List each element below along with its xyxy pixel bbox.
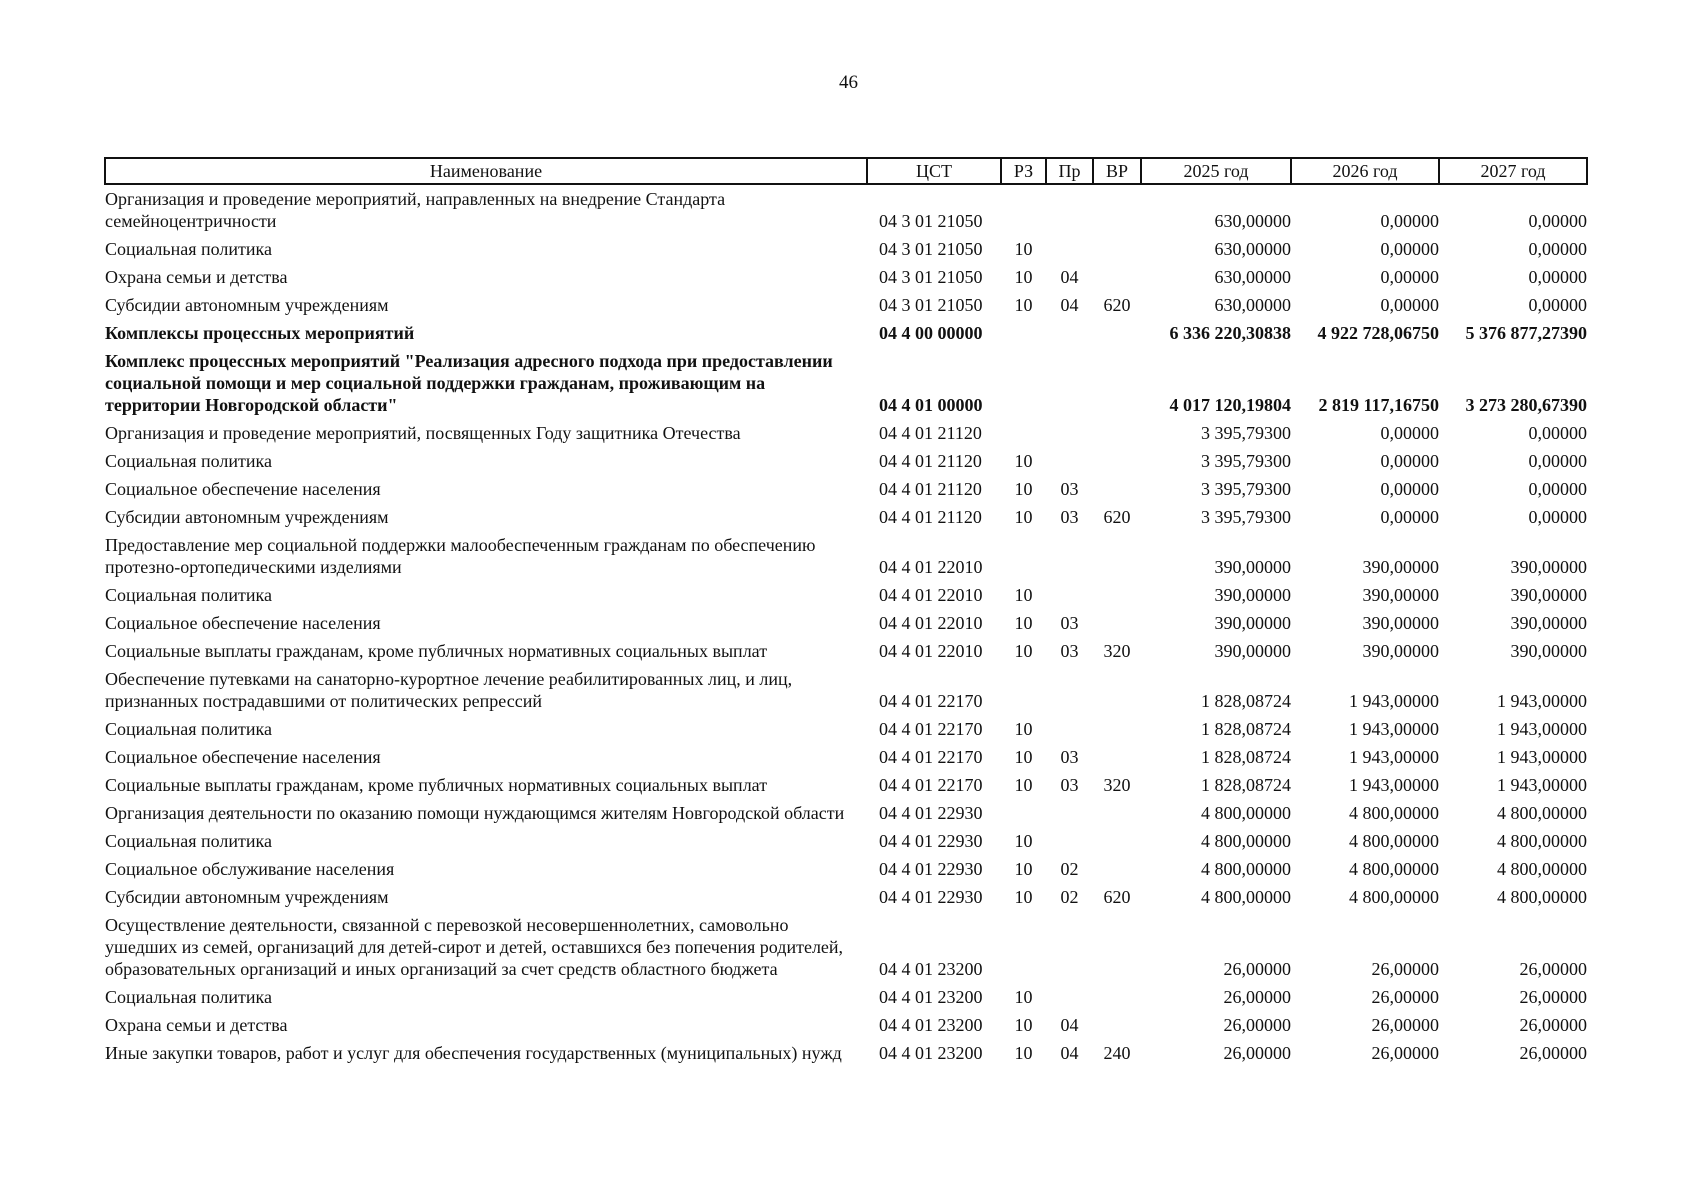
header-rz: РЗ: [1001, 158, 1046, 184]
table-row: [105, 235, 1587, 263]
row-pr-cell: 02: [1060, 887, 1079, 907]
table-row: [105, 347, 1587, 419]
row-cst-cell: 04 3 01 21050: [879, 239, 983, 259]
row-2025-cell: 630,00000: [1214, 211, 1291, 231]
header-2026: 2026 год: [1291, 158, 1439, 184]
row-2027-cell: 0,00000: [1528, 507, 1587, 527]
row-name-cell: Обеспечение путевками на санаторно-курортное лечение реабилитированных лиц, и лиц, признанных пострадавшими от политических репрессий: [105, 669, 793, 711]
row-name-cell: Комплекс процессных мероприятий "Реализация адресного подхода при предоставлении социальной помощи и мер социальной поддержки гражданам, проживающим на территории Новгородской области": [105, 351, 833, 415]
row-2027-cell: 4 800,00000: [1497, 803, 1587, 823]
row-vr-cell: 620: [1103, 507, 1131, 527]
row-2026-cell: 0,00000: [1380, 451, 1439, 471]
row-2026-cell: 0,00000: [1380, 267, 1439, 287]
row-cst-cell: 04 4 01 22010: [879, 557, 983, 577]
row-2025-cell: 390,00000: [1214, 557, 1291, 577]
table-row: [105, 581, 1587, 609]
header-vr: ВР: [1093, 158, 1141, 184]
row-2025-cell: 3 395,79300: [1201, 423, 1291, 443]
table-row: [105, 263, 1587, 291]
row-vr-cell: 240: [1103, 1043, 1131, 1063]
row-cst-cell: 04 4 01 22010: [879, 585, 983, 605]
row-pr-cell: [1046, 347, 1093, 419]
row-rz-cell: 10: [1014, 239, 1033, 259]
row-vr-cell: [1093, 827, 1141, 855]
row-2025-cell: 630,00000: [1214, 239, 1291, 259]
row-cst-cell: 04 4 00 00000: [879, 323, 983, 343]
page-number: 46: [839, 72, 858, 93]
row-2025-cell: 26,00000: [1223, 959, 1291, 979]
row-rz-cell: 10: [1014, 987, 1033, 1007]
row-2025-cell: 3 395,79300: [1201, 507, 1291, 527]
row-rz-cell: [1001, 911, 1046, 983]
row-name-cell: Социальная политика: [105, 451, 272, 471]
row-2026-cell: 4 800,00000: [1349, 831, 1439, 851]
row-name-cell: Социальные выплаты гражданам, кроме публичных нормативных социальных выплат: [105, 641, 768, 661]
row-name-cell: Организация деятельности по оказанию помощи нуждающимся жителям Новгородской области: [105, 803, 845, 823]
row-2026-cell: 390,00000: [1362, 641, 1439, 661]
row-pr-cell: 04: [1060, 295, 1079, 315]
row-2025-cell: 4 800,00000: [1201, 859, 1291, 879]
row-pr-cell: [1046, 184, 1093, 235]
row-vr-cell: [1093, 799, 1141, 827]
row-2027-cell: 0,00000: [1528, 267, 1587, 287]
row-2025-cell: 390,00000: [1214, 641, 1291, 661]
table-row: [105, 983, 1587, 1011]
row-pr-cell: [1046, 319, 1093, 347]
row-2026-cell: 1 943,00000: [1349, 691, 1439, 711]
row-rz-cell: 10: [1014, 1015, 1033, 1035]
row-name-cell: Социальное обеспечение населения: [105, 479, 381, 499]
row-2027-cell: 26,00000: [1519, 959, 1587, 979]
row-vr-cell: 320: [1103, 775, 1131, 795]
header-2025: 2025 год: [1141, 158, 1291, 184]
row-2025-cell: 1 828,08724: [1201, 719, 1291, 739]
header-2027: 2027 год: [1439, 158, 1587, 184]
table-row: [105, 503, 1587, 531]
row-cst-cell: 04 4 01 22170: [879, 775, 983, 795]
row-cst-cell: 04 4 01 23200: [879, 1043, 983, 1063]
row-pr-cell: 03: [1060, 479, 1079, 499]
row-rz-cell: [1001, 347, 1046, 419]
row-rz-cell: 10: [1014, 887, 1033, 907]
table-row: [105, 743, 1587, 771]
row-pr-cell: [1046, 911, 1093, 983]
row-rz-cell: [1001, 319, 1046, 347]
row-cst-cell: 04 4 01 22930: [879, 803, 983, 823]
row-vr-cell: [1093, 1011, 1141, 1039]
row-2026-cell: 26,00000: [1371, 1015, 1439, 1035]
table-row: [105, 827, 1587, 855]
table-row: [105, 1011, 1587, 1039]
row-pr-cell: [1046, 235, 1093, 263]
row-rz-cell: [1001, 665, 1046, 715]
row-cst-cell: 04 4 01 22010: [879, 613, 983, 633]
row-name-cell: Субсидии автономным учреждениям: [105, 295, 389, 315]
row-pr-cell: [1046, 827, 1093, 855]
row-vr-cell: [1093, 235, 1141, 263]
row-pr-cell: [1046, 419, 1093, 447]
table-row: [105, 883, 1587, 911]
row-vr-cell: [1093, 347, 1141, 419]
row-2025-cell: 4 017 120,19804: [1169, 395, 1291, 415]
row-cst-cell: 04 4 01 21120: [879, 451, 982, 471]
row-name-cell: Осуществление деятельности, связанной с перевозкой несовершеннолетних, самовольно ушедших из семей, организаций для детей-сирот и детей, оставшихся без попечения родителей, образовательных организаций и иных организаций за счет средств областного бюджета: [105, 915, 844, 979]
table-row: [105, 419, 1587, 447]
table-row: [105, 291, 1587, 319]
row-vr-cell: [1093, 911, 1141, 983]
row-cst-cell: 04 4 01 22930: [879, 831, 983, 851]
row-cst-cell: 04 4 01 22170: [879, 691, 983, 711]
table-row: [105, 475, 1587, 503]
row-vr-cell: 320: [1103, 641, 1131, 661]
row-2026-cell: 0,00000: [1380, 507, 1439, 527]
row-name-cell: Охрана семьи и детства: [105, 1015, 288, 1035]
table-row: [105, 319, 1587, 347]
row-rz-cell: 10: [1014, 295, 1033, 315]
row-rz-cell: 10: [1014, 507, 1033, 527]
row-pr-cell: [1046, 531, 1093, 581]
row-cst-cell: 04 4 01 23200: [879, 987, 983, 1007]
row-vr-cell: [1093, 715, 1141, 743]
row-2025-cell: 26,00000: [1223, 1015, 1291, 1035]
row-rz-cell: [1001, 184, 1046, 235]
table-row: [105, 799, 1587, 827]
row-2025-cell: 1 828,08724: [1201, 691, 1291, 711]
table-row: [105, 1039, 1587, 1067]
row-pr-cell: [1046, 581, 1093, 609]
row-cst-cell: 04 4 01 22010: [879, 641, 983, 661]
row-2025-cell: 1 828,08724: [1201, 775, 1291, 795]
row-2027-cell: 4 800,00000: [1497, 831, 1587, 851]
row-vr-cell: [1093, 531, 1141, 581]
budget-table: [104, 157, 1588, 1067]
row-vr-cell: [1093, 184, 1141, 235]
row-2026-cell: 1 943,00000: [1349, 747, 1439, 767]
row-2026-cell: 0,00000: [1380, 423, 1439, 443]
row-2025-cell: 4 800,00000: [1201, 831, 1291, 851]
row-pr-cell: 04: [1060, 1015, 1079, 1035]
row-2027-cell: 26,00000: [1519, 1043, 1587, 1063]
row-2027-cell: 26,00000: [1519, 987, 1587, 1007]
row-vr-cell: [1093, 665, 1141, 715]
row-name-cell: Охрана семьи и детства: [105, 267, 288, 287]
row-pr-cell: 03: [1060, 507, 1079, 527]
row-2026-cell: 0,00000: [1380, 211, 1439, 231]
row-pr-cell: 03: [1060, 775, 1079, 795]
row-vr-cell: [1093, 263, 1141, 291]
row-cst-cell: 04 4 01 23200: [879, 959, 983, 979]
row-2025-cell: 4 800,00000: [1201, 887, 1291, 907]
row-rz-cell: 10: [1014, 1043, 1033, 1063]
row-rz-cell: 10: [1014, 859, 1033, 879]
row-2027-cell: 5 376 877,27390: [1465, 323, 1587, 343]
row-rz-cell: 10: [1014, 451, 1033, 471]
row-2026-cell: 2 819 117,16750: [1318, 395, 1439, 415]
row-2025-cell: 26,00000: [1223, 987, 1291, 1007]
row-name-cell: Социальная политика: [105, 987, 272, 1007]
row-vr-cell: [1093, 447, 1141, 475]
row-2025-cell: 3 395,79300: [1201, 451, 1291, 471]
row-rz-cell: [1001, 799, 1046, 827]
row-name-cell: Организация и проведение мероприятий, посвященных Году защитника Отечества: [105, 423, 741, 443]
row-2026-cell: 4 800,00000: [1349, 859, 1439, 879]
row-pr-cell: [1046, 665, 1093, 715]
row-2027-cell: 1 943,00000: [1497, 747, 1587, 767]
row-2026-cell: 390,00000: [1362, 585, 1439, 605]
row-name-cell: Социальное обеспечение населения: [105, 747, 381, 767]
row-2025-cell: 390,00000: [1214, 585, 1291, 605]
row-rz-cell: 10: [1014, 479, 1033, 499]
row-rz-cell: 10: [1014, 641, 1033, 661]
row-2027-cell: 390,00000: [1510, 613, 1587, 633]
row-rz-cell: 10: [1014, 267, 1033, 287]
row-2027-cell: 390,00000: [1510, 557, 1587, 577]
row-2025-cell: 6 336 220,30838: [1169, 323, 1291, 343]
row-2026-cell: 4 800,00000: [1349, 887, 1439, 907]
row-2025-cell: 630,00000: [1214, 267, 1291, 287]
row-rz-cell: [1001, 419, 1046, 447]
row-2027-cell: 1 943,00000: [1497, 691, 1587, 711]
row-cst-cell: 04 4 01 21120: [879, 423, 982, 443]
table-row: [105, 771, 1587, 799]
table-row: [105, 637, 1587, 665]
row-2026-cell: 390,00000: [1362, 613, 1439, 633]
row-2026-cell: 26,00000: [1371, 959, 1439, 979]
row-vr-cell: [1093, 581, 1141, 609]
row-vr-cell: [1093, 319, 1141, 347]
row-rz-cell: [1001, 531, 1046, 581]
row-2027-cell: 0,00000: [1528, 295, 1587, 315]
row-cst-cell: 04 4 01 22170: [879, 719, 983, 739]
row-2027-cell: 390,00000: [1510, 641, 1587, 661]
row-name-cell: Социальная политика: [105, 831, 272, 851]
row-name-cell: Организация и проведение мероприятий, направленных на внедрение Стандарта семейноцентричности: [105, 189, 726, 231]
row-2025-cell: 1 828,08724: [1201, 747, 1291, 767]
row-cst-cell: 04 4 01 22930: [879, 859, 983, 879]
row-cst-cell: 04 3 01 21050: [879, 267, 983, 287]
row-name-cell: Предоставление мер социальной поддержки малообеспеченным гражданам по обеспечению протезно-ортопедическими изделиями: [105, 535, 816, 577]
row-name-cell: Субсидии автономным учреждениям: [105, 887, 389, 907]
table-row: [105, 609, 1587, 637]
row-rz-cell: 10: [1014, 831, 1033, 851]
row-pr-cell: [1046, 983, 1093, 1011]
row-2027-cell: 0,00000: [1528, 479, 1587, 499]
row-2026-cell: 26,00000: [1371, 1043, 1439, 1063]
table-row: [105, 911, 1587, 983]
row-cst-cell: 04 4 01 21120: [879, 479, 982, 499]
row-2026-cell: 1 943,00000: [1349, 719, 1439, 739]
row-cst-cell: 04 4 01 00000: [879, 395, 983, 415]
row-2026-cell: 0,00000: [1380, 239, 1439, 259]
row-2025-cell: 4 800,00000: [1201, 803, 1291, 823]
row-cst-cell: 04 4 01 23200: [879, 1015, 983, 1035]
row-vr-cell: [1093, 475, 1141, 503]
row-2025-cell: 390,00000: [1214, 613, 1291, 633]
row-2027-cell: 0,00000: [1528, 451, 1587, 471]
table-row: [105, 715, 1587, 743]
row-rz-cell: 10: [1014, 585, 1033, 605]
row-2025-cell: 3 395,79300: [1201, 479, 1291, 499]
row-rz-cell: 10: [1014, 775, 1033, 795]
row-name-cell: Социальное обеспечение населения: [105, 613, 381, 633]
row-name-cell: Комплексы процессных мероприятий: [105, 323, 415, 343]
row-rz-cell: 10: [1014, 747, 1033, 767]
row-2027-cell: 4 800,00000: [1497, 859, 1587, 879]
row-name-cell: Социальная политика: [105, 239, 272, 259]
row-vr-cell: [1093, 983, 1141, 1011]
row-2026-cell: 4 800,00000: [1349, 803, 1439, 823]
header-name: Наименование: [105, 158, 867, 184]
table-header: [105, 158, 1587, 184]
row-2026-cell: 1 943,00000: [1349, 775, 1439, 795]
row-2027-cell: 1 943,00000: [1497, 775, 1587, 795]
row-vr-cell: [1093, 419, 1141, 447]
header-row: [105, 158, 1587, 184]
row-cst-cell: 04 3 01 21050: [879, 295, 983, 315]
row-pr-cell: [1046, 447, 1093, 475]
row-2027-cell: 4 800,00000: [1497, 887, 1587, 907]
row-vr-cell: 620: [1103, 887, 1131, 907]
row-2026-cell: 390,00000: [1362, 557, 1439, 577]
row-name-cell: Социальные выплаты гражданам, кроме публичных нормативных социальных выплат: [105, 775, 768, 795]
row-cst-cell: 04 4 01 22170: [879, 747, 983, 767]
row-vr-cell: [1093, 743, 1141, 771]
row-name-cell: Субсидии автономным учреждениям: [105, 507, 389, 527]
row-cst-cell: 04 3 01 21050: [879, 211, 983, 231]
row-2027-cell: 390,00000: [1510, 585, 1587, 605]
row-rz-cell: 10: [1014, 613, 1033, 633]
table-row: [105, 447, 1587, 475]
row-2025-cell: 630,00000: [1214, 295, 1291, 315]
header-cst: ЦСТ: [867, 158, 1001, 184]
row-pr-cell: 04: [1060, 1043, 1079, 1063]
row-vr-cell: [1093, 855, 1141, 883]
row-2026-cell: 4 922 728,06750: [1317, 323, 1439, 343]
row-name-cell: Социальная политика: [105, 719, 272, 739]
row-cst-cell: 04 4 01 22930: [879, 887, 983, 907]
row-2027-cell: 0,00000: [1528, 423, 1587, 443]
table-row: [105, 855, 1587, 883]
row-2026-cell: 0,00000: [1380, 295, 1439, 315]
row-2027-cell: 26,00000: [1519, 1015, 1587, 1035]
header-pr: Пр: [1046, 158, 1093, 184]
row-pr-cell: 03: [1060, 747, 1079, 767]
row-cst-cell: 04 4 01 21120: [879, 507, 982, 527]
row-pr-cell: 03: [1060, 641, 1079, 661]
row-pr-cell: 04: [1060, 267, 1079, 287]
table-body: [105, 184, 1587, 1067]
row-2027-cell: 1 943,00000: [1497, 719, 1587, 739]
row-name-cell: Иные закупки товаров, работ и услуг для обеспечения государственных (муниципальных) нужд: [105, 1043, 842, 1063]
row-vr-cell: 620: [1103, 295, 1131, 315]
row-rz-cell: 10: [1014, 719, 1033, 739]
row-name-cell: Социальное обслуживание населения: [105, 859, 395, 879]
row-pr-cell: 02: [1060, 859, 1079, 879]
row-pr-cell: [1046, 715, 1093, 743]
table-row: [105, 184, 1587, 235]
row-2026-cell: 0,00000: [1380, 479, 1439, 499]
table-row: [105, 665, 1587, 715]
row-name-cell: Социальная политика: [105, 585, 272, 605]
row-2025-cell: 26,00000: [1223, 1043, 1291, 1063]
row-pr-cell: [1046, 799, 1093, 827]
row-2027-cell: 3 273 280,67390: [1465, 395, 1587, 415]
table-row: [105, 531, 1587, 581]
row-pr-cell: 03: [1060, 613, 1079, 633]
row-2027-cell: 0,00000: [1528, 211, 1587, 231]
row-2026-cell: 26,00000: [1371, 987, 1439, 1007]
row-2027-cell: 0,00000: [1528, 239, 1587, 259]
row-vr-cell: [1093, 609, 1141, 637]
